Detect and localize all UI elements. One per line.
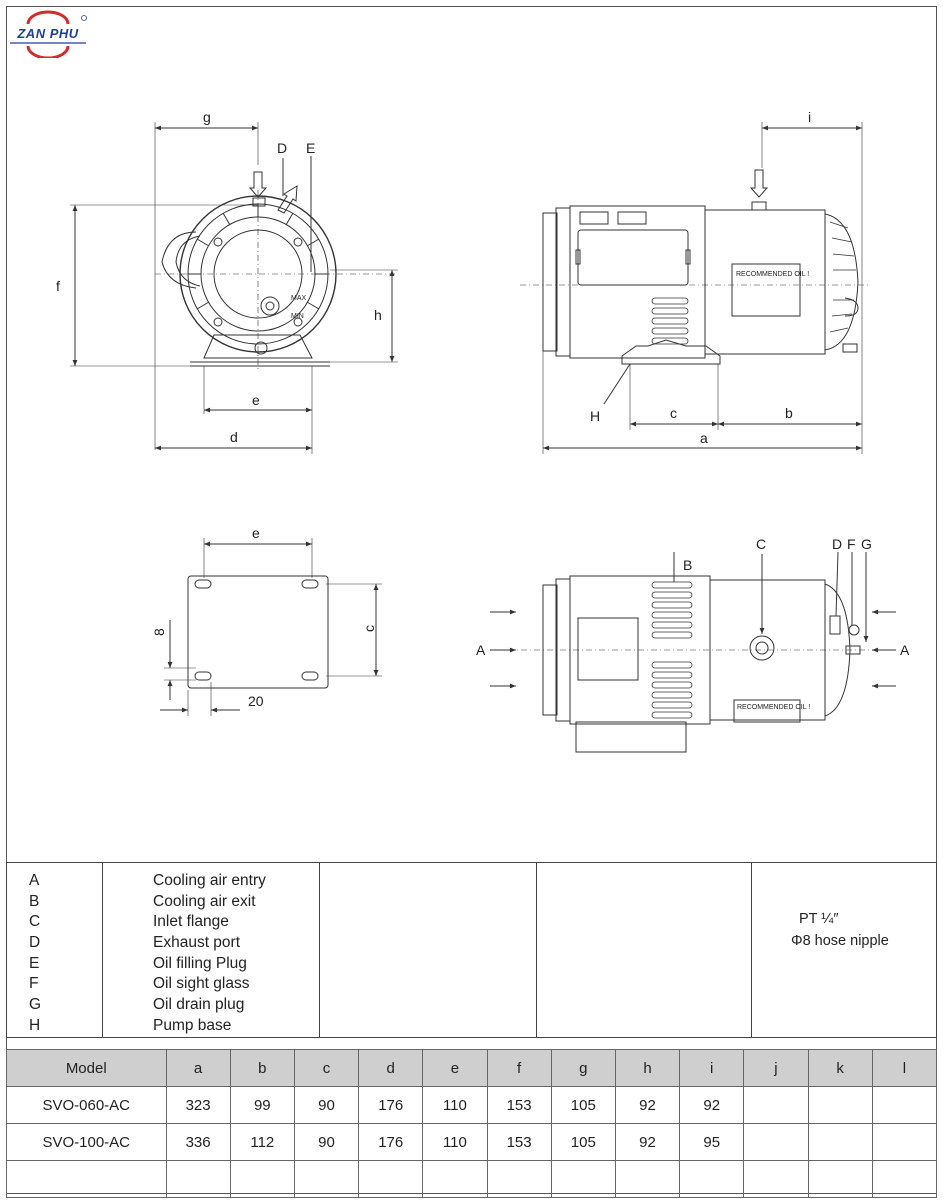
column-header: Model bbox=[7, 1050, 167, 1087]
legend-description: Cooling air entry bbox=[153, 872, 266, 889]
legend-letter: D bbox=[29, 934, 41, 952]
legend-description: Inlet flange bbox=[153, 913, 229, 931]
table-cell bbox=[680, 1161, 744, 1198]
dim-label-c: c bbox=[670, 405, 677, 421]
table-cell bbox=[808, 1161, 872, 1198]
table-cell bbox=[615, 1161, 679, 1198]
column-header: i bbox=[680, 1050, 744, 1087]
table-cell bbox=[872, 1124, 936, 1161]
legend-letter: G bbox=[29, 996, 42, 1014]
table-cell: 95 bbox=[680, 1124, 744, 1161]
table-cell bbox=[487, 1161, 551, 1198]
dim-label-b: b bbox=[785, 405, 793, 421]
table-cell-model bbox=[7, 1161, 167, 1198]
column-header: d bbox=[359, 1050, 423, 1087]
dim-label-e: e bbox=[252, 392, 260, 408]
base-dim-8: 8 bbox=[151, 628, 167, 636]
table-cell: 90 bbox=[294, 1124, 358, 1161]
table-cell: 176 bbox=[359, 1087, 423, 1124]
table-cell bbox=[744, 1087, 808, 1124]
base-dim-20: 20 bbox=[248, 693, 264, 709]
table-cell bbox=[872, 1161, 936, 1198]
table-cell-model: SVO-060-AC bbox=[7, 1087, 167, 1124]
legend-description: Oil sight glass bbox=[153, 975, 250, 993]
column-header: g bbox=[551, 1050, 615, 1087]
legend-letter: F bbox=[29, 975, 39, 993]
callout-D: D bbox=[277, 140, 288, 156]
oil-plate-title-top: RECOMMENDED OIL ! bbox=[737, 704, 811, 711]
oil-min-label: MIN bbox=[291, 313, 304, 320]
legend-description: Oil filling Plug bbox=[153, 954, 247, 972]
dim-label-d: d bbox=[230, 429, 238, 445]
table-header-row bbox=[7, 1050, 937, 1087]
base-dim-c: c bbox=[361, 625, 377, 632]
table-cell: 110 bbox=[423, 1124, 487, 1161]
table-cell: 112 bbox=[230, 1124, 294, 1161]
table-cell: 92 bbox=[615, 1124, 679, 1161]
column-header: a bbox=[166, 1050, 230, 1087]
table-cell: 323 bbox=[166, 1087, 230, 1124]
legend-descriptions bbox=[153, 871, 323, 1037]
table-cell bbox=[230, 1161, 294, 1198]
table-cell: 90 bbox=[294, 1087, 358, 1124]
callout-E: E bbox=[306, 140, 316, 156]
table-cell bbox=[166, 1161, 230, 1198]
dim-label-g: g bbox=[203, 109, 211, 125]
base-dim-e: e bbox=[252, 525, 260, 541]
table-cell bbox=[808, 1087, 872, 1124]
column-header: j bbox=[744, 1050, 808, 1087]
side-view bbox=[520, 122, 870, 454]
column-header: l bbox=[872, 1050, 936, 1087]
table-cell: 153 bbox=[487, 1087, 551, 1124]
column-header: b bbox=[230, 1050, 294, 1087]
table-row bbox=[7, 1087, 937, 1124]
oil-max-label: MAX bbox=[291, 295, 307, 302]
column-header: e bbox=[423, 1050, 487, 1087]
table-cell: 153 bbox=[487, 1124, 551, 1161]
table-cell: 105 bbox=[551, 1087, 615, 1124]
table-cell: 99 bbox=[230, 1087, 294, 1124]
inlet-spec: PT ¼″ bbox=[799, 911, 839, 927]
dim-label-h: h bbox=[374, 307, 382, 323]
legend-letter: B bbox=[29, 892, 40, 910]
legend-blank-column bbox=[536, 863, 752, 1037]
table-cell: 92 bbox=[680, 1087, 744, 1124]
dim-label-a: a bbox=[700, 430, 708, 446]
parts-legend bbox=[6, 862, 937, 1038]
legend-letter: A bbox=[29, 872, 40, 889]
callout-A-right: A bbox=[900, 642, 910, 658]
table-cell: 105 bbox=[551, 1124, 615, 1161]
table-row bbox=[7, 1124, 937, 1161]
column-header: f bbox=[487, 1050, 551, 1087]
table-row bbox=[7, 1161, 937, 1198]
table-cell bbox=[423, 1161, 487, 1198]
table-cell bbox=[744, 1124, 808, 1161]
column-header: h bbox=[615, 1050, 679, 1087]
table-cell: 110 bbox=[423, 1087, 487, 1124]
column-header: c bbox=[294, 1050, 358, 1087]
legend-description: Oil drain plug bbox=[153, 996, 245, 1014]
callout-C: C bbox=[756, 536, 767, 552]
base-view bbox=[160, 538, 382, 716]
callout-H: H bbox=[590, 408, 601, 424]
legend-letters bbox=[29, 871, 89, 1037]
callout-A-left: A bbox=[476, 642, 486, 658]
callout-F: F bbox=[847, 536, 856, 552]
table-cell bbox=[359, 1161, 423, 1198]
table-cell: 176 bbox=[359, 1124, 423, 1161]
callout-D-top: D bbox=[832, 536, 843, 552]
top-view bbox=[490, 552, 896, 752]
callout-B: B bbox=[683, 557, 693, 573]
legend-letter: H bbox=[29, 1016, 41, 1034]
legend-description: Cooling air exit bbox=[153, 892, 256, 910]
column-header: k bbox=[808, 1050, 872, 1087]
dim-label-f: f bbox=[56, 278, 60, 294]
table-cell: 336 bbox=[166, 1124, 230, 1161]
table-cell: 92 bbox=[615, 1087, 679, 1124]
legend-description: Exhaust port bbox=[153, 934, 241, 952]
table-cell-model: SVO-100-AC bbox=[7, 1124, 167, 1161]
legend-blank-column bbox=[319, 863, 537, 1037]
legend-letter: C bbox=[29, 913, 41, 931]
callout-G: G bbox=[861, 536, 872, 552]
dimensions-table bbox=[6, 1049, 937, 1198]
logo-text: ZAN PHU bbox=[17, 26, 79, 41]
table-cell bbox=[808, 1124, 872, 1161]
table-cell bbox=[744, 1161, 808, 1198]
exhaust-spec: Φ8 hose nipple bbox=[791, 933, 889, 949]
table-cell bbox=[872, 1087, 936, 1124]
oil-plate-title: RECOMMENDED OIL ! bbox=[736, 271, 810, 278]
table-cell bbox=[551, 1161, 615, 1198]
legend-letter: E bbox=[29, 954, 40, 972]
table-cell bbox=[294, 1161, 358, 1198]
legend-description: Pump base bbox=[153, 1016, 232, 1034]
dim-label-i: i bbox=[808, 109, 812, 125]
front-view bbox=[70, 122, 398, 454]
